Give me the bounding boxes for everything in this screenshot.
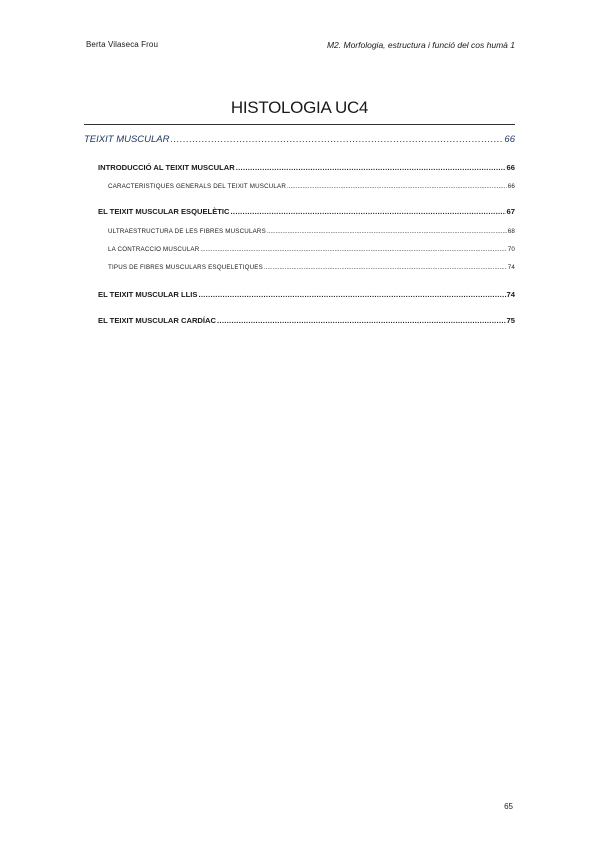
toc-entry-label: TIPUS DE FIBRES MUSCULARS ESQUELÈTIQUES [108,264,263,271]
toc-entry-teixit-muscular[interactable] [84,134,515,145]
toc-dot-leader [198,290,505,299]
toc-entry-introduccio[interactable] [98,163,515,172]
toc-entry-page: 66 [504,134,515,145]
toc-entry-label: EL TEIXIT MUSCULAR LLIS [98,290,198,299]
toc-entry-label: EL TEIXIT MUSCULAR CARDÍAC [98,316,216,325]
toc-dot-leader [200,246,506,253]
toc-entry-page: 74 [507,264,515,271]
toc-dot-leader [264,264,507,271]
toc-dot-leader [231,207,506,216]
toc-entry-label: EL TEIXIT MUSCULAR ESQUELÈTIC [98,207,230,216]
toc-entry-page: 70 [507,246,515,253]
toc-entry-ultraestructura[interactable] [108,228,515,235]
toc-dot-leader [287,183,507,190]
header-author: Berta Vilaseca Frou [86,40,159,49]
document-title: HISTOLOGIA UC4 [230,98,369,117]
toc-dot-leader [236,163,506,172]
page-number: 65 [504,802,513,811]
header-course-title: M2. Morfologia, estructura i funció del cos humà 1 [326,40,515,50]
toc-entry-label: LA CONTRACCIÓ MUSCULAR [108,246,200,253]
toc-dot-leader [171,134,504,145]
title-divider [84,124,515,125]
toc-entry-label: CARACTERÍSTIQUES GENERALS DEL TEIXIT MUSCULAR [108,183,287,190]
toc-entry-page: 75 [506,316,515,325]
toc-entry-llis[interactable] [98,290,515,299]
toc-entry-cardiac[interactable] [98,316,515,325]
toc-entry-page: 66 [507,183,515,190]
toc-dot-leader [217,316,506,325]
toc-dot-leader [267,228,507,235]
toc-entry-page: 67 [506,207,515,216]
toc-entry-tipus-fibres[interactable] [108,264,515,271]
toc-entry-label: INTRODUCCIÓ AL TEIXIT MUSCULAR [98,163,235,172]
toc-entry-page: 66 [506,163,515,172]
toc-entry-caracteristiques[interactable] [108,183,515,190]
toc-entry-contraccio[interactable] [108,246,515,253]
toc-entry-esqueletic[interactable] [98,207,515,216]
toc-entry-label: TEIXIT MUSCULAR [84,134,170,145]
toc-entry-page: 68 [507,228,515,235]
toc-entry-page: 74 [506,290,515,299]
toc-entry-label: ULTRAESTRUCTURA DE LES FIBRES MUSCULARS [108,228,266,235]
